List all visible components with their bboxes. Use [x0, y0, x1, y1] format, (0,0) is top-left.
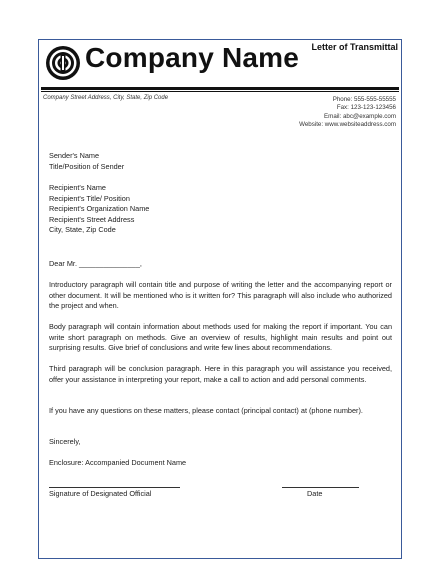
contact-block — [299, 96, 396, 129]
sender-title: Title/Position of Sender — [49, 161, 125, 171]
closing: Sincerely, — [49, 437, 81, 446]
date-label: Date — [307, 489, 323, 498]
contact-fax: Fax: 123-123-123456 — [336, 104, 396, 112]
sender-name: Sender's Name — [49, 151, 100, 160]
date-line — [282, 487, 359, 488]
recipient-city: City, State, Zip Code — [49, 225, 116, 235]
recipient-organization: Recipient's Organization Name — [49, 204, 150, 214]
intro-paragraph: Introductory paragraph will contain title and purpose of writing the letter and the accompanying report or other document. It will be mentioned who is it written for? This paragraph will also include who authorized the project and when. — [49, 280, 392, 311]
sender-block — [49, 151, 392, 172]
body-paragraph: Body paragraph will contain information about methods used for making the report if important. You can write short paragraph on methods. Give an overview of results, highlight main results and point out surprising results. Give brief of conclusions and write few lines about recommendations. — [49, 322, 392, 353]
recipient-title: Recipient's Title/ Position — [49, 193, 130, 203]
letter-page — [38, 39, 402, 559]
header-rule-thin — [41, 91, 399, 92]
signature-line — [49, 487, 180, 488]
third-paragraph: Third paragraph will be conclusion paragraph. Here in this paragraph you will assistance you received, offer your assistance in interpreting your report, make a call to action and add personal comments. — [49, 364, 392, 384]
salutation: Dear Mr. _______________, — [49, 259, 142, 268]
signature-label: Signature of Designated Official — [49, 489, 152, 498]
contact-website: Website: www.websiteaddress.com — [299, 120, 396, 128]
enclosure: Enclosure: Accompanied Document Name — [49, 458, 187, 467]
contact-phone: Phone: 555-555-55555 — [332, 96, 396, 103]
company-logo-icon — [45, 45, 81, 81]
contact-email: Email: abc@example.com — [324, 112, 396, 120]
company-name: Company Name — [85, 42, 300, 73]
recipient-block — [49, 183, 392, 236]
recipient-street: Recipient's Street Address — [49, 214, 135, 224]
recipient-name: Recipient's Name — [49, 183, 106, 192]
header-rule — [41, 87, 399, 90]
company-address: Company Street Address, City, State, Zip Code — [43, 95, 169, 101]
questions-paragraph: If you have any questions on these matters, please contact (principal contact) at (phone number). — [49, 406, 363, 415]
document-type-label: Letter of Transmittal — [311, 42, 398, 52]
